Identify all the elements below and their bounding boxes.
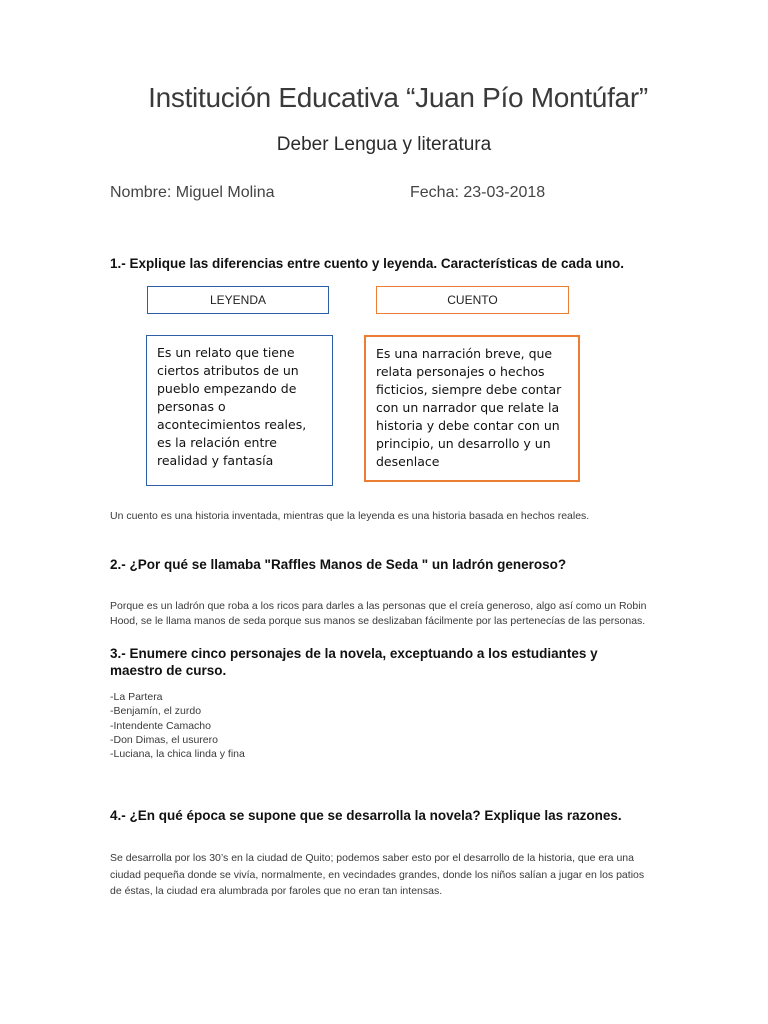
student-name: Nombre: Miguel Molina bbox=[110, 184, 275, 201]
document-title: Institución Educativa “Juan Pío Montúfar” bbox=[148, 82, 648, 113]
cuento-header-box bbox=[376, 286, 569, 314]
question-2: 2.- ¿Por qué se llamaba "Raffles Manos de Seda " un ladrón generoso? bbox=[110, 557, 567, 572]
list-item: -La Partera bbox=[110, 691, 163, 703]
list-item: -Benjamín, el zurdo bbox=[110, 705, 202, 718]
question-4: 4.- ¿En qué época se supone que se desarrolla la novela? Explique las razones. bbox=[110, 808, 622, 823]
cuento-definition-text: Es una narración breve, que relata personajes o hechos ficticios, siempre debe contar con un narrador que relate la historia y debe contar con un principio, un desarrollo y un desenlace bbox=[376, 346, 562, 469]
leyenda-definition-box bbox=[146, 335, 333, 486]
question-3: 3.- Enumere cinco personajes de la novela, exceptuando a los estudiantes y maestro de curso. bbox=[110, 646, 598, 678]
character-list bbox=[110, 690, 670, 761]
answer-4: Se desarrolla por los 30’s en la ciudad de Quito; podemos saber esto por el desarrollo de la historia, que era una ciudad pequeña donde se vivía, normalmente, en vecindades grandes, donde los niños salían a jugar en los patios de éstas, la ciudad era alumbrada por faroles que no eran tan intensas. bbox=[110, 852, 645, 897]
list-item: -Intendente Camacho bbox=[110, 719, 211, 732]
leyenda-definition-text: Es un relato que tiene ciertos atributos de un pueblo empezando de personas o acontecimientos reales, es la relación entre realidad y fantasía bbox=[157, 345, 307, 468]
list-item: -Don Dimas, el usurero bbox=[110, 733, 218, 746]
document-date: Fecha: 23-03-2018 bbox=[410, 184, 546, 201]
answer-2: Porque es un ladrón que roba a los ricos para darles a las personas que el creía generoso, algo así como un Robin Hood, se le llama manos de seda porque sus manos se deslizaban fácilmente por las pertenecías de las personas. bbox=[110, 600, 647, 627]
leyenda-header-box bbox=[147, 286, 329, 314]
cuento-definition-box bbox=[364, 335, 580, 482]
list-item: -Luciana, la chica linda y fina bbox=[110, 748, 245, 761]
leyenda-header-label: LEYENDA bbox=[209, 293, 267, 307]
question-1: 1.- Explique las diferencias entre cuento y leyenda. Características de cada uno. bbox=[110, 256, 624, 271]
cuento-header-label: CUENTO bbox=[447, 293, 498, 307]
answer-1: Un cuento es una historia inventada, mientras que la leyenda es una historia basada en hechos reales. bbox=[110, 510, 590, 522]
document-subtitle: Deber Lengua y literatura bbox=[276, 134, 492, 155]
